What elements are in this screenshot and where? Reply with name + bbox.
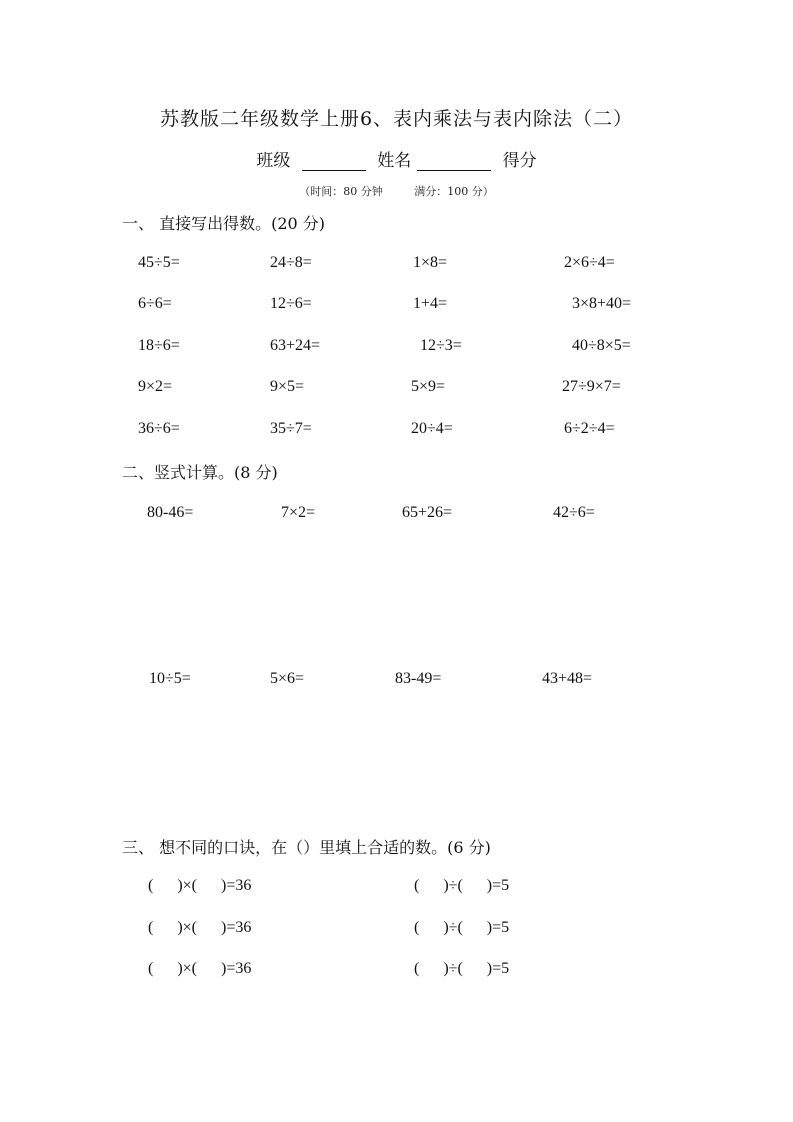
- problem: 24÷8=: [270, 254, 312, 271]
- problem: 5×9=: [411, 378, 446, 395]
- problem: 42÷6=: [553, 504, 595, 521]
- problem: 10÷5=: [149, 670, 191, 687]
- problem: 40÷8×5=: [572, 337, 631, 354]
- fill-in-problem[interactable]: ( )×( )=36: [148, 960, 252, 977]
- fill-in-problem[interactable]: ( )÷( )=5: [414, 960, 510, 977]
- problem: 1+4=: [413, 295, 448, 312]
- full-score-text: 满分：100 分）: [414, 185, 494, 198]
- class-blank[interactable]: [302, 152, 366, 171]
- problem: 36÷6=: [138, 420, 180, 437]
- problem: 6÷2÷4=: [564, 420, 615, 437]
- class-label: 班级: [256, 151, 291, 171]
- problem: 1×8=: [413, 254, 448, 271]
- problem: 12÷3=: [420, 337, 462, 354]
- problem: 45÷5=: [138, 254, 180, 271]
- problem: 43+48=: [542, 670, 593, 687]
- time-text: （时间：80 分钟: [299, 185, 383, 198]
- problem: 83-49=: [395, 670, 442, 687]
- problem: 65+26=: [402, 504, 453, 521]
- problem: 3×8+40=: [572, 295, 632, 312]
- section1-heading: 一、 直接写出得数。(20 分): [122, 214, 326, 233]
- name-blank[interactable]: [417, 152, 491, 171]
- fill-in-problem[interactable]: ( )×( )=36: [148, 919, 252, 936]
- fill-in-problem[interactable]: ( )×( )=36: [148, 877, 252, 894]
- section3-heading: 三、 想不同的口诀，在（）里填上合适的数。(6 分): [122, 838, 491, 857]
- student-info-line: [0, 146, 793, 171]
- problem: 2×6÷4=: [564, 254, 615, 271]
- problem: 5×6=: [270, 670, 305, 687]
- problem: 27÷9×7=: [562, 378, 621, 395]
- problem: 18÷6=: [138, 337, 180, 354]
- problem: 9×2=: [138, 378, 173, 395]
- page-title: 苏教版二年级数学上册6、表内乘法与表内除法（二）: [159, 108, 634, 130]
- name-label: 姓名: [377, 151, 412, 171]
- problem: 35÷7=: [270, 420, 312, 437]
- problem: 6÷6=: [138, 295, 172, 312]
- problem: 7×2=: [281, 504, 316, 521]
- section2-heading: 二、竖式计算。(8 分): [122, 463, 278, 482]
- problem: 80-46=: [147, 504, 194, 521]
- problem: 9×5=: [270, 378, 305, 395]
- score-label: 得分: [502, 151, 537, 171]
- fill-in-problem[interactable]: ( )÷( )=5: [414, 919, 510, 936]
- fill-in-problem[interactable]: ( )÷( )=5: [414, 877, 510, 894]
- problem: 20÷4=: [411, 420, 453, 437]
- problem: 12÷6=: [270, 295, 312, 312]
- exam-meta: [0, 183, 793, 199]
- problem: 63+24=: [270, 337, 321, 354]
